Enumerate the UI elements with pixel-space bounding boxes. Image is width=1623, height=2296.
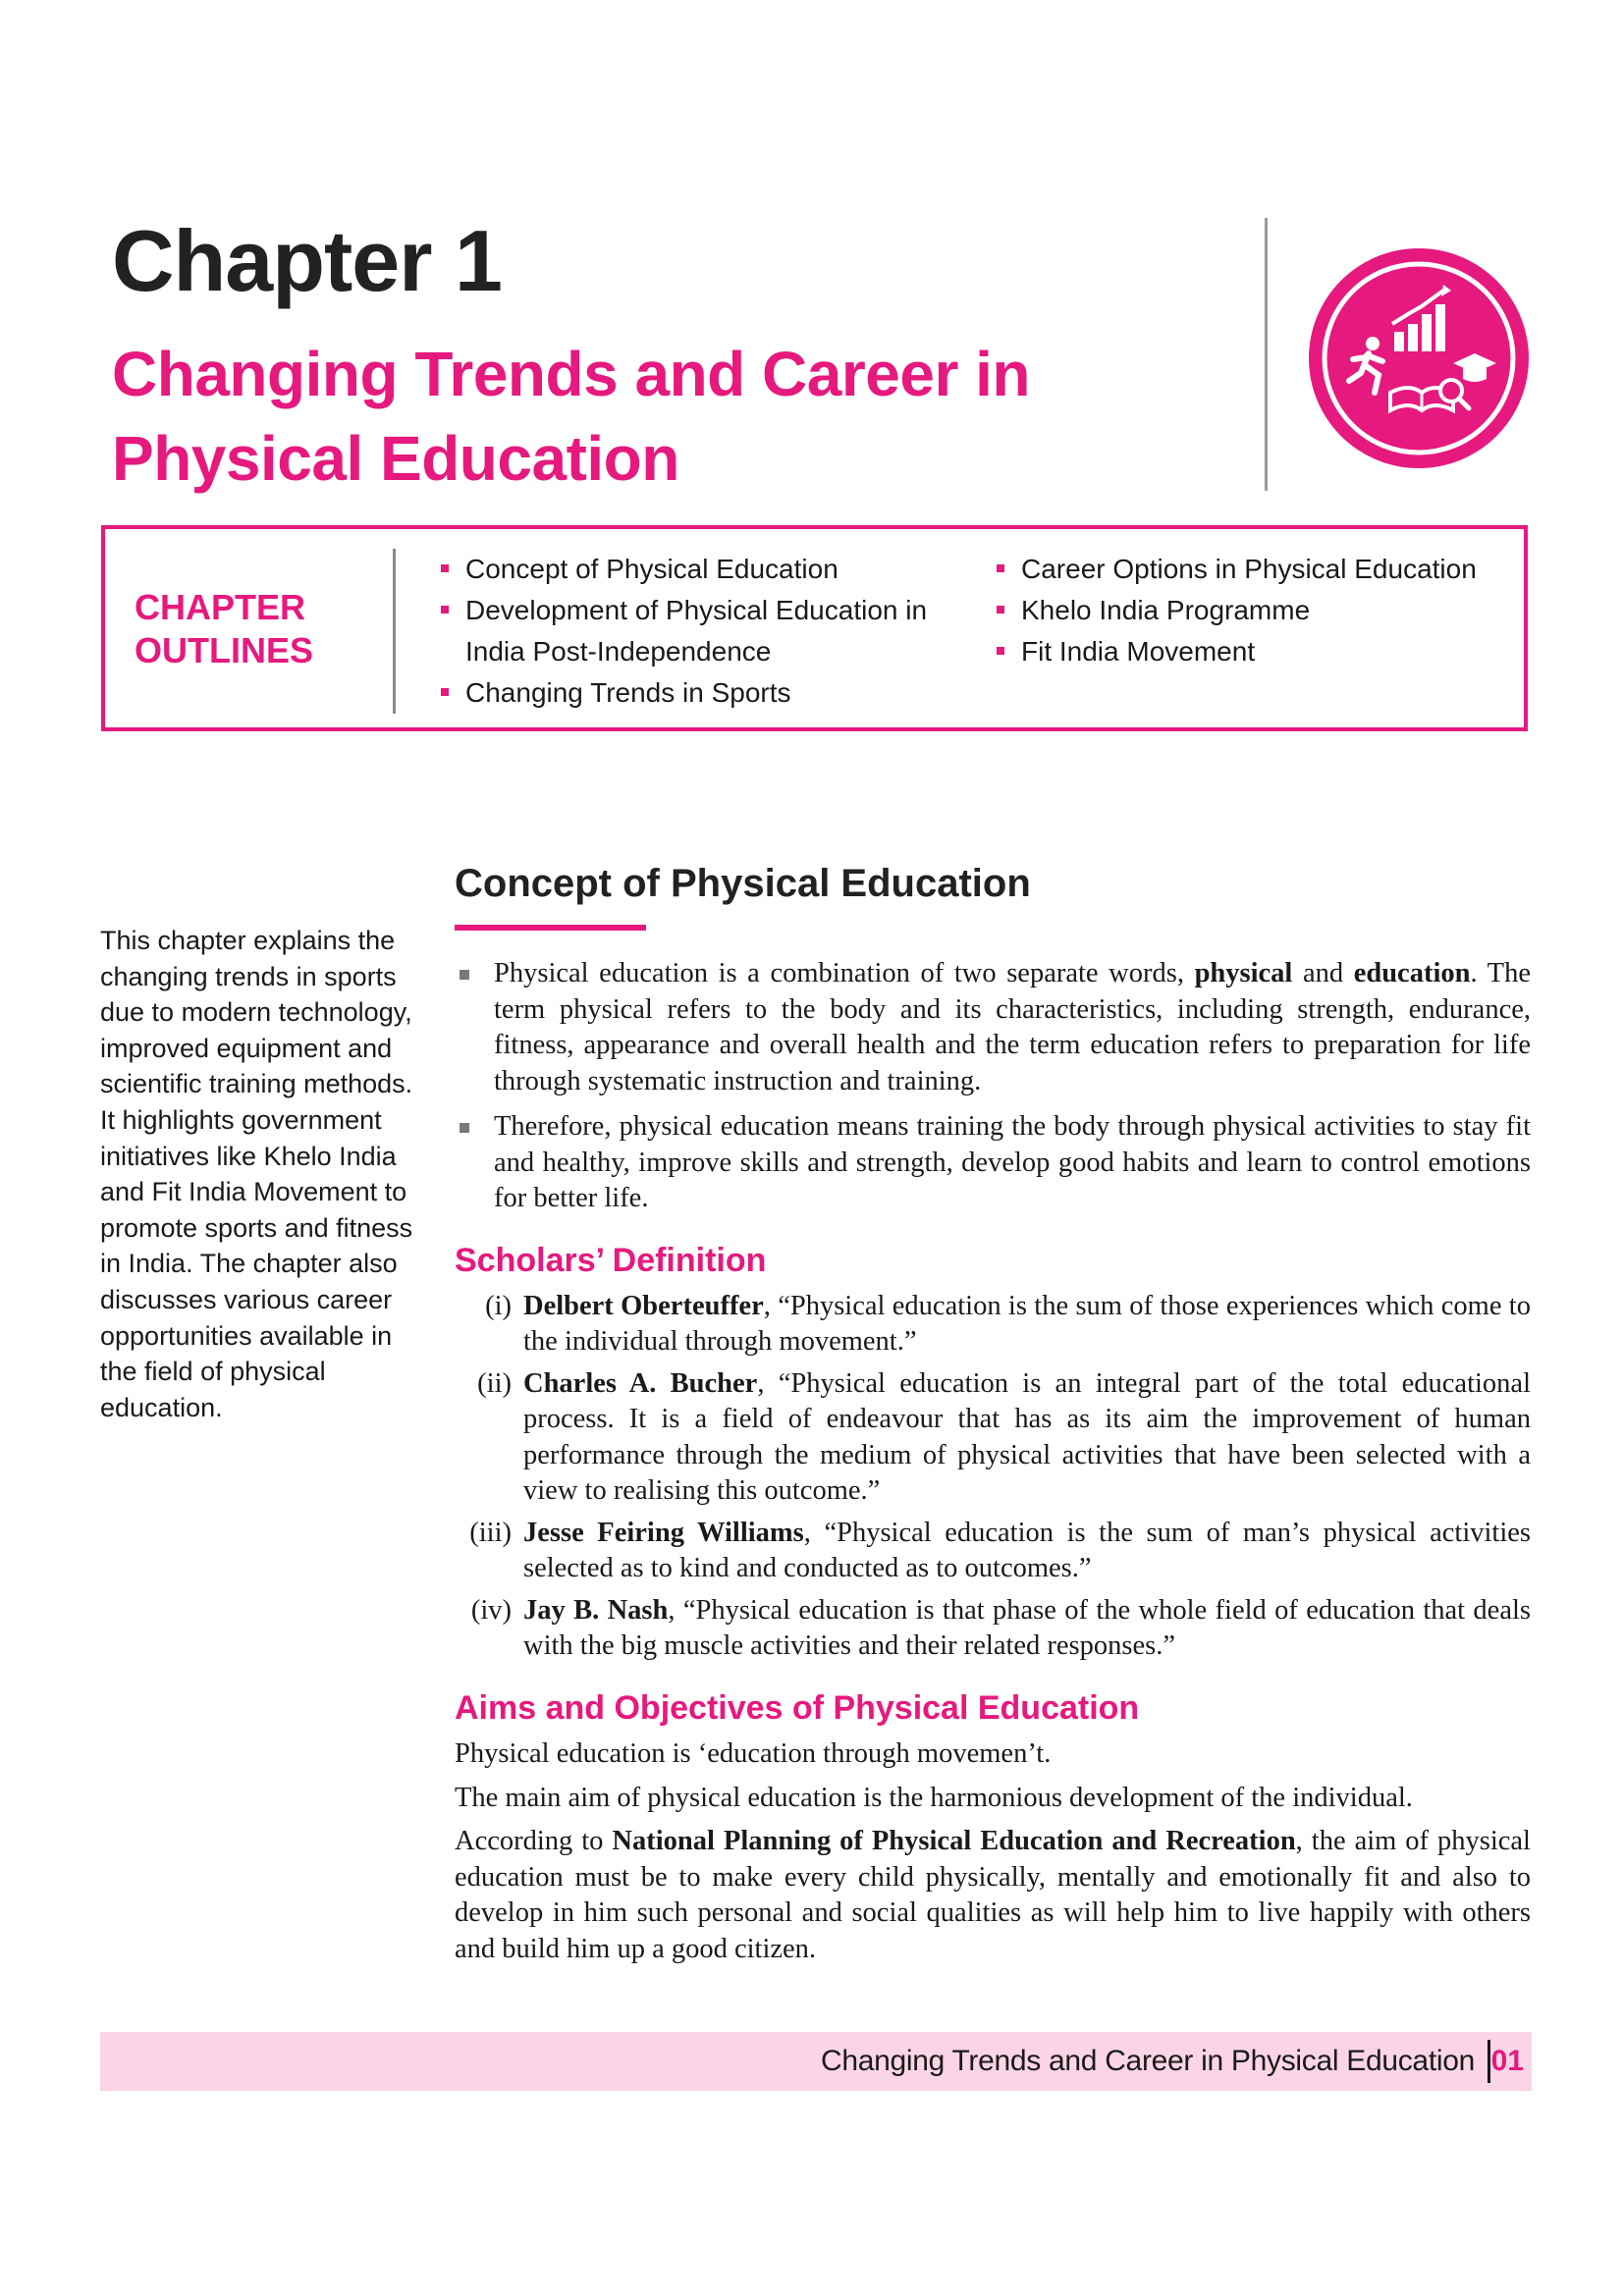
scholars-heading: Scholars’ Definition bbox=[455, 1241, 767, 1279]
list-item: (iv) Jay B. Nash, “Physical education is that phase of the whole field of education that deals with the big muscle activities and their related responses.” bbox=[470, 1594, 1531, 1662]
list-item: (ii) Charles A. Bucher, “Physical education is an integral part of the total educational process. It is a field of endeavour that has as its aim the improvement of human performance through the medium of physical activities that have been selected with a view to realising this outcome.” bbox=[477, 1367, 1531, 1507]
chapter-label: Chapter 1 bbox=[112, 212, 502, 309]
list-item: Physical education is a combination of two separate words, physical and education. The term physical refers to the body and its characteristics, including strength, endurance, fitness, appearance and overall health and the term education refers to preparation for life through systematic instruction and training. bbox=[455, 956, 1531, 1099]
outline-item: Khelo India Programme bbox=[997, 590, 1527, 631]
outline-item: Career Options in Physical Education bbox=[997, 549, 1527, 590]
chapter-outline-box bbox=[101, 525, 1528, 731]
outline-item: Concept of Physical Education bbox=[441, 549, 971, 590]
outline-heading: CHAPTER OUTLINES bbox=[135, 587, 314, 670]
footer-separator bbox=[1488, 2040, 1490, 2083]
page-footer bbox=[100, 2032, 1532, 2091]
outline-divider bbox=[393, 549, 396, 714]
section-title: Concept of Physical Education bbox=[455, 862, 1031, 905]
page-number: 01 bbox=[1490, 2045, 1524, 2077]
list-item: Therefore, physical education means training the body through physical activities to stay fit and healthy, improve skills and strength, develop good habits and learn to control emotions for better life. bbox=[455, 1109, 1531, 1217]
outline-item: Changing Trends in Sports bbox=[441, 672, 971, 714]
concept-bullets bbox=[455, 956, 1531, 1217]
title-underline bbox=[455, 925, 646, 931]
outline-item: Fit India Movement bbox=[997, 631, 1527, 672]
chapter-title: Changing Trends and Career in Physical Education bbox=[112, 339, 1030, 494]
footer-running-title: Changing Trends and Career in Physical Education bbox=[820, 2045, 1475, 2077]
list-item: (i) Delbert Oberteuffer, “Physical education is the sum of those experiences which come to the individual through movement.” bbox=[485, 1290, 1531, 1358]
aims-paragraph: The main aim of physical education is the harmonious development of the individual. bbox=[455, 1782, 1413, 1813]
chapter-summary-sidebar: This chapter explains the changing trends in sports due to modern technology, improved equipment and scientific training methods. It highlights government initiatives like Khelo India and Fit India Movement to promote sports and fitness in India. The chapter also discusses various career opportunities available in the field of physical education. bbox=[100, 926, 413, 1422]
list-item: (iii) Jesse Feiring Williams, “Physical education is the sum of man’s physical activities selected as to kind and conducted as to outcomes.” bbox=[469, 1517, 1532, 1584]
outline-item: Development of Physical Education in India Post-Independence bbox=[441, 590, 971, 672]
aims-paragraph: Physical education is ‘education through movemen’t. bbox=[455, 1738, 1052, 1770]
outline-list-left bbox=[441, 549, 971, 714]
sports-education-emblem-icon bbox=[1306, 245, 1532, 471]
aims-paragraph: According to National Planning of Physical Education and Recreation, the aim of physical education must be to make every child physically, mentally and emotionally fit and also to develop in him such personal and social qualities as will help him to live happily with others and build him up a good citizen. bbox=[455, 1826, 1531, 1964]
aims-heading: Aims and Objectives of Physical Education bbox=[455, 1688, 1140, 1727]
outline-list-right bbox=[997, 549, 1527, 672]
main-content bbox=[455, 864, 1531, 1975]
scholars-definitions bbox=[455, 1289, 1531, 1665]
header-divider bbox=[1265, 218, 1268, 491]
